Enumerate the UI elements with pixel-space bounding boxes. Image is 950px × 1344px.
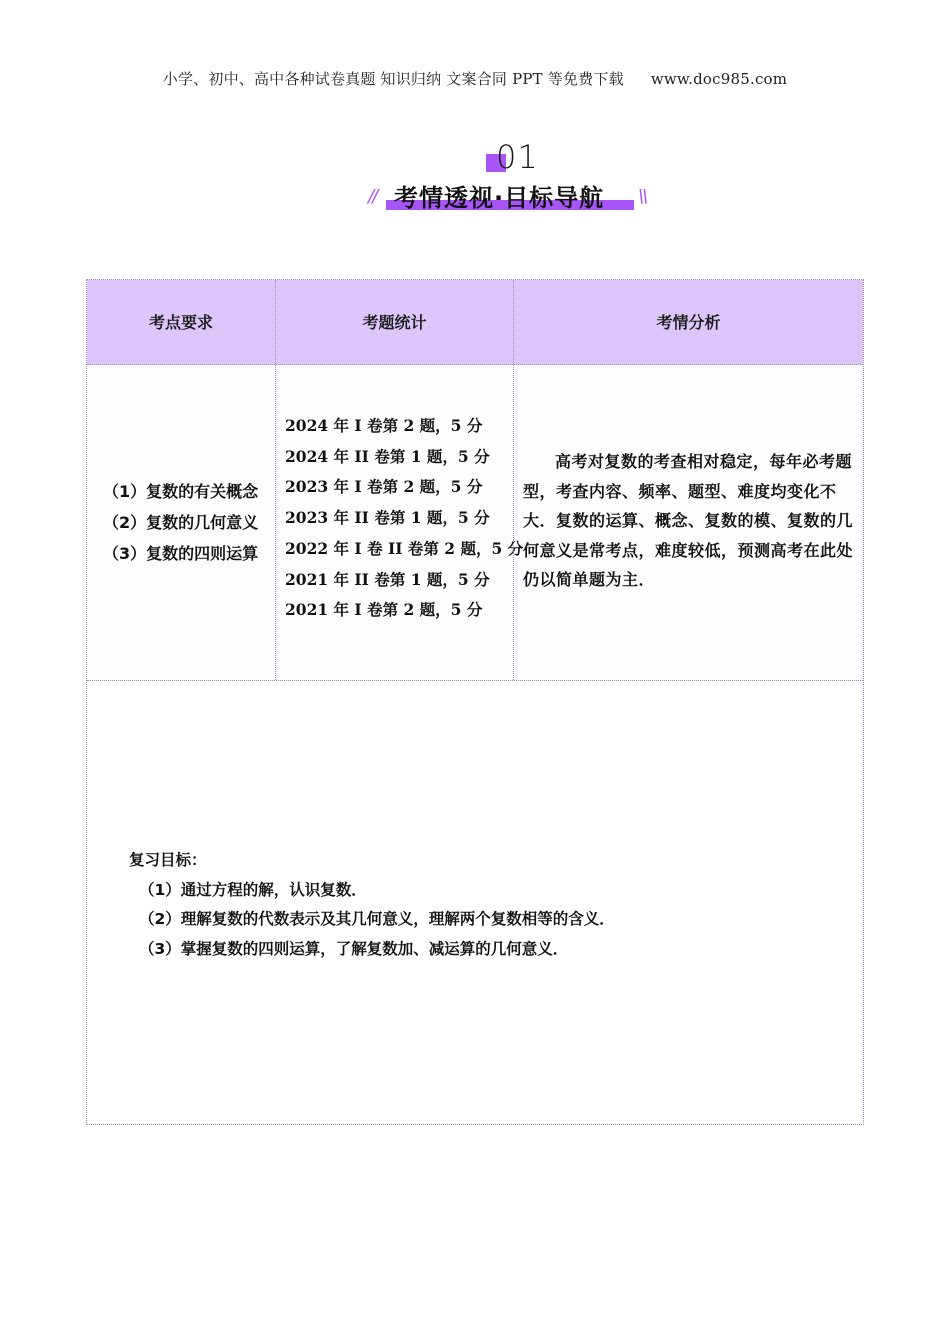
list-item: 2021 年 II 卷第 1 题，5 分 xyxy=(285,569,490,589)
list-item: 2021 年 I 卷第 2 题，5 分 xyxy=(285,600,483,620)
header-text: 小学、初中、高中各种试卷真题 知识归纳 文案合同 PPT 等免费下载 xyxy=(162,70,624,88)
section-number-badge xyxy=(486,138,546,178)
header-site-link[interactable]: www.doc985.com xyxy=(650,70,788,88)
list-item: 2024 年 I 卷第 2 题，5 分 xyxy=(285,416,483,435)
list-item: 2024 年 II 卷第 1 题，5 分 xyxy=(285,446,490,466)
list-item: 2023 年 II 卷第 1 题，5 分 xyxy=(285,508,490,528)
list-item: 2022 年 I 卷 II 卷第 2 题，5 分 xyxy=(285,538,524,558)
analysis-paragraph: 高考对复数的考查相对稳定，每年必考题型，考查内容、频率、题型、难度均变化不大．复数的运算、概念、复数的模、复数的几何意义是常考点，难度较低，预测高考在此处仍以简单题为主． xyxy=(523,452,854,589)
page-header xyxy=(0,68,950,89)
column-divider xyxy=(275,280,276,680)
header-requirements: 考点要求 xyxy=(148,313,213,332)
goal-item: （2）理解复数的代数表示及其几何意义，理解两个复数相等的含义． xyxy=(139,910,615,928)
review-goals xyxy=(129,846,615,964)
slash-decoration-right: \\ xyxy=(638,186,647,207)
goals-title: 复习目标： xyxy=(129,851,207,869)
exam-analysis-table xyxy=(86,279,864,1125)
list-item: 2023 年 I 卷第 2 题，5 分 xyxy=(285,477,483,497)
list-item: （3）复数的四则运算 xyxy=(103,544,259,563)
goal-item: （3）掌握复数的四则运算，了解复数加、减运算的几何意义． xyxy=(139,939,569,958)
header-statistics: 考题统计 xyxy=(362,313,427,332)
section-number: 01 xyxy=(496,138,539,176)
section-title-banner xyxy=(368,176,658,216)
slash-decoration-left: // xyxy=(368,186,377,207)
column-divider xyxy=(513,280,514,680)
goal-item: （1）通过方程的解，认识复数． xyxy=(139,880,367,899)
list-item: （2）复数的几何意义 xyxy=(103,513,259,532)
list-item: （1）复数的有关概念 xyxy=(103,482,259,501)
statistics-list xyxy=(285,411,523,626)
table-header-row xyxy=(87,280,863,365)
table-body-row xyxy=(87,365,863,681)
header-analysis: 考情分析 xyxy=(656,313,721,332)
requirements-list xyxy=(103,476,258,569)
section-title: 考情透视·目标导航 xyxy=(394,184,605,212)
